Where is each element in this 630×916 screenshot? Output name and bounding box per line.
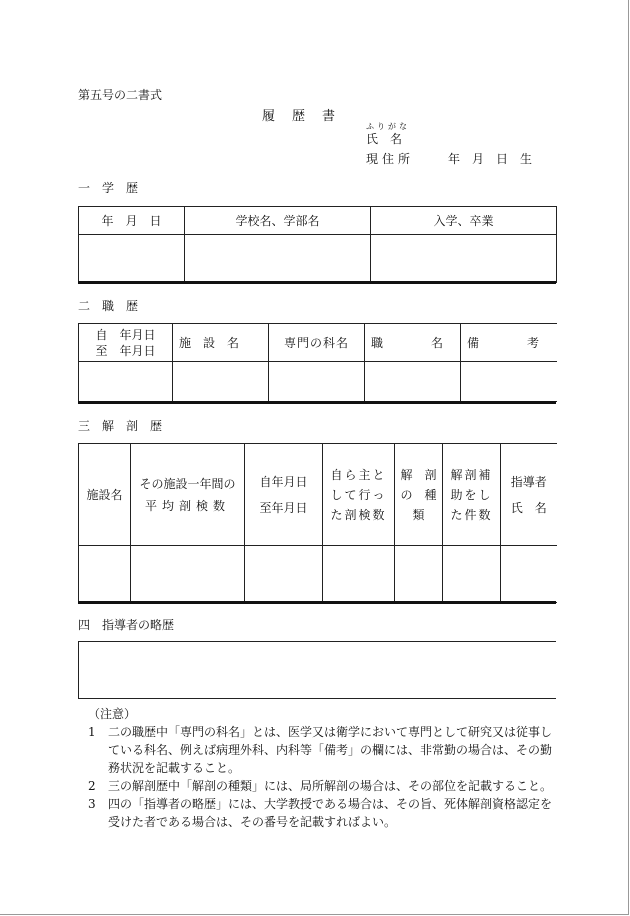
employment-position-cell[interactable] — [365, 362, 461, 402]
address-label: 現住所 — [366, 152, 415, 166]
employment-remarks-cell[interactable] — [461, 362, 557, 402]
education-table — [78, 206, 557, 283]
employment-date-cell[interactable] — [79, 362, 173, 402]
employment-header-position: 職 名 — [365, 324, 461, 362]
autopsy-assist-count-cell[interactable] — [443, 546, 501, 603]
autopsy-bottom-rule — [78, 601, 556, 604]
autopsy-table — [78, 443, 557, 603]
autopsy-period-cell[interactable] — [245, 546, 323, 603]
autopsy-header-own-3: た剖検数 — [330, 507, 387, 522]
note-number: 3 — [88, 797, 96, 811]
employment-header-dates — [79, 324, 173, 362]
autopsy-header-assist-3: た件数 — [450, 507, 493, 522]
education-date-cell[interactable] — [79, 235, 185, 283]
notes-list — [88, 723, 558, 831]
autopsy-header-supervisor — [501, 444, 557, 546]
employment-date-from: 自 年月日 — [95, 327, 156, 342]
note-text: 二の職歴中「専門の科名」とは、医学又は衛学において専門として研究又は従事している科名、例えば病理外科、内科等「備考」の欄には、非常勤の場合は、その勤務状況を記載すること。 — [108, 725, 553, 775]
autopsy-header-average-line1: その施設一年間の — [139, 476, 236, 491]
autopsy-header-type-3: 類 — [412, 507, 425, 522]
note-text: 三の解剖歴中「解剖の種類」には、局所解剖の場合は、その部位を記載すること。 — [108, 779, 553, 793]
employment-heading: 二 職 歴 — [78, 299, 139, 313]
autopsy-header-from: 自年月日 — [259, 474, 308, 489]
autopsy-header-assist-count — [443, 444, 501, 546]
autopsy-type-cell[interactable] — [395, 546, 443, 603]
autopsy-heading: 三 解 剖 歴 — [78, 419, 163, 433]
employment-header-remarks: 備 考 — [461, 324, 557, 362]
autopsy-header-average — [131, 444, 245, 546]
education-heading: 一 学 歴 — [78, 181, 139, 195]
employment-table — [78, 323, 557, 402]
autopsy-header-to: 至年月日 — [259, 500, 308, 515]
note-item-3 — [88, 795, 558, 831]
education-status-cell[interactable] — [371, 235, 557, 283]
note-number: 1 — [88, 725, 96, 739]
autopsy-header-assist-1: 解剖補 — [450, 467, 493, 482]
autopsy-header-facility: 施設名 — [79, 444, 131, 546]
autopsy-own-count-cell[interactable] — [323, 546, 395, 603]
employment-bottom-rule — [78, 401, 556, 404]
name-label: 氏 名 — [366, 132, 403, 146]
note-item-2 — [88, 777, 558, 795]
autopsy-header-period — [245, 444, 323, 546]
autopsy-average-cell[interactable] — [131, 546, 245, 603]
note-text: 四の「指導者の略歴」には、大学教授である場合は、その旨、死体解剖資格認定を受けた者である場合は、その番号を記載すればよい。 — [108, 797, 553, 829]
employment-header-facility: 施 設 名 — [173, 324, 269, 362]
notes-title: （注意） — [88, 707, 137, 721]
autopsy-header-average-line2: 平均剖検数 — [144, 498, 230, 513]
note-number: 2 — [88, 779, 96, 793]
supervisor-heading: 四 指導者の略歴 — [78, 618, 175, 632]
education-header-status: 入学、卒業 — [371, 207, 557, 235]
education-header-date: 年 月 日 — [79, 207, 185, 235]
autopsy-header-assist-2: 助をし — [450, 487, 493, 502]
education-school-cell[interactable] — [185, 235, 371, 283]
autopsy-header-type-1: 解 剖 — [400, 467, 437, 482]
autopsy-header-type-2: の 種 — [400, 487, 437, 502]
education-bottom-rule — [78, 281, 556, 284]
employment-facility-cell[interactable] — [173, 362, 269, 402]
form-number-label: 第五号の二書式 — [78, 88, 163, 102]
employment-header-specialty: 専門の科名 — [269, 324, 365, 362]
supervisor-career-box[interactable] — [78, 641, 556, 699]
page-title: 履 歴 書 — [262, 109, 338, 124]
furigana-label: ふりがな — [366, 122, 410, 131]
autopsy-header-type — [395, 444, 443, 546]
autopsy-header-own-2: して行っ — [330, 487, 387, 502]
autopsy-header-own-1: 自ら主と — [330, 467, 387, 482]
education-header-school: 学校名、学部名 — [185, 207, 371, 235]
autopsy-supervisor-cell[interactable] — [501, 546, 557, 603]
autopsy-header-own-count — [323, 444, 395, 546]
employment-specialty-cell[interactable] — [269, 362, 365, 402]
autopsy-header-supervisor-1: 指導者 — [510, 474, 547, 489]
autopsy-header-supervisor-2: 氏 名 — [510, 500, 547, 515]
employment-date-to: 至 年月日 — [95, 343, 156, 358]
birth-date-label: 年 月 日 生 — [448, 152, 533, 166]
autopsy-facility-cell[interactable] — [79, 546, 131, 603]
note-item-1 — [88, 723, 558, 777]
